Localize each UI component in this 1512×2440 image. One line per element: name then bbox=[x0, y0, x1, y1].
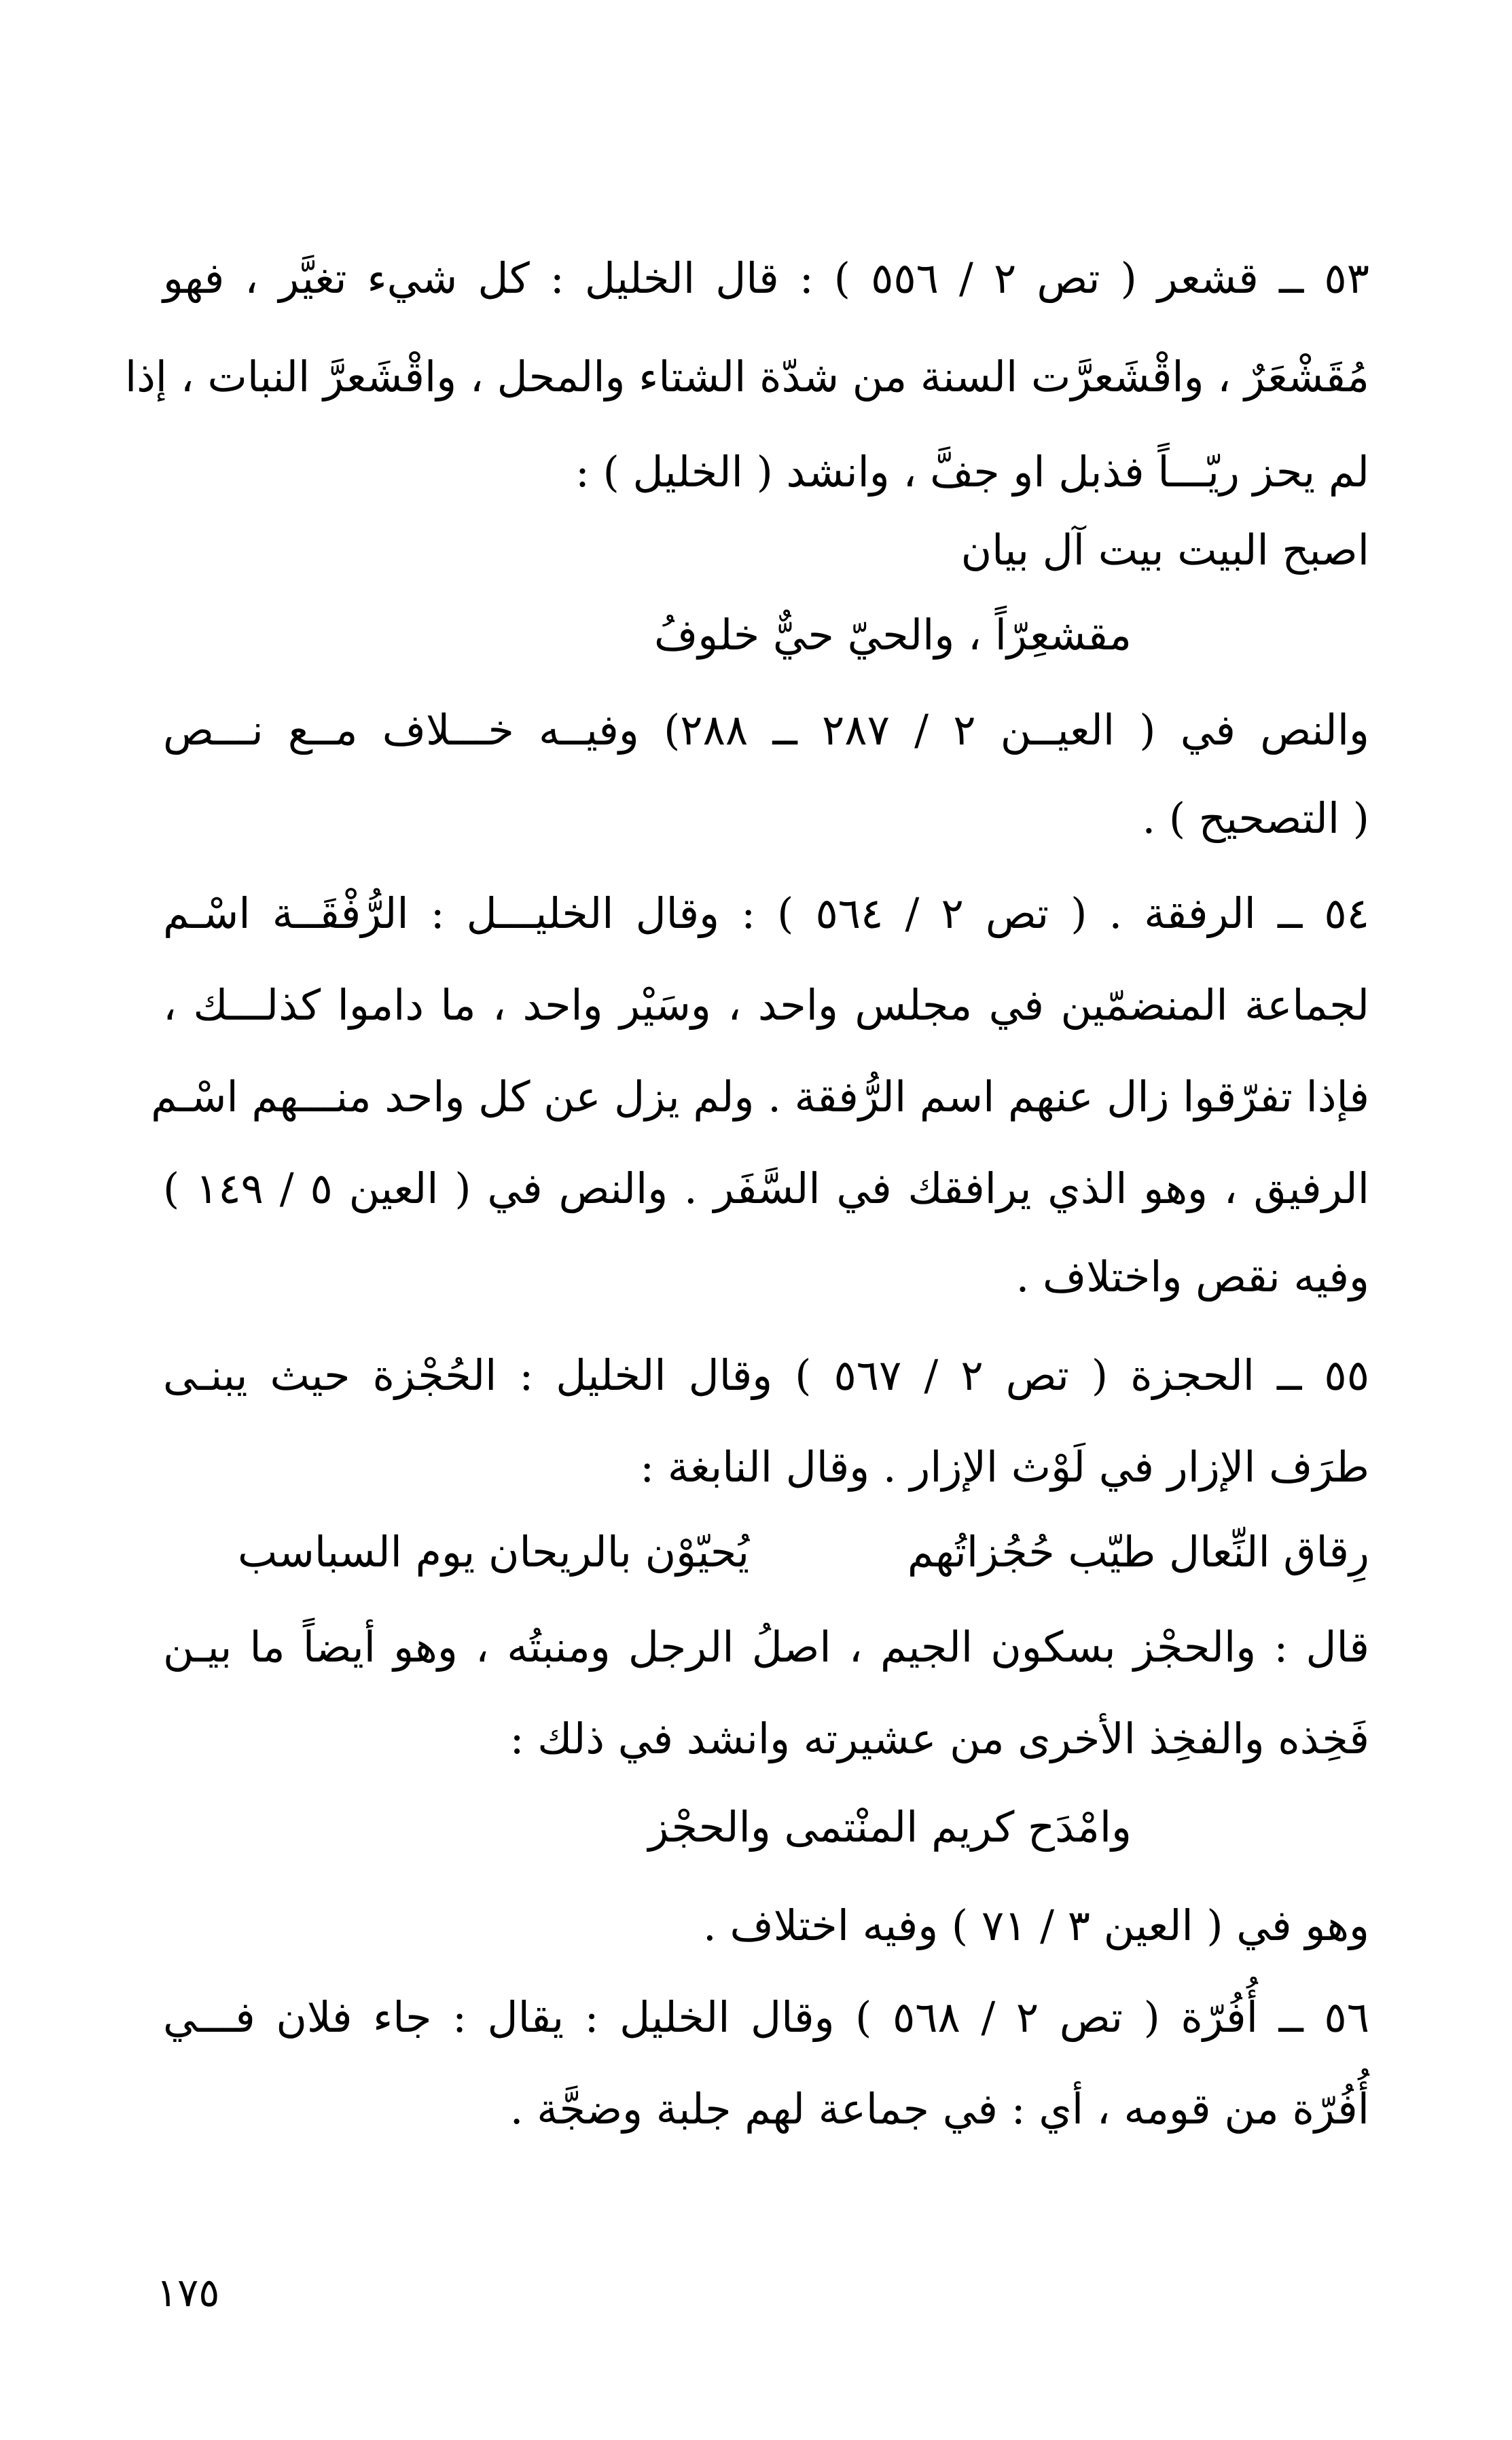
text-line: ( التصحيح ) . bbox=[1142, 793, 1369, 843]
text-line: مُقَشْعَرٌ ، واقْشَعرَّت السنة من شدّة الشتاء والمحل ، واقْشَعرَّ النبات ، إذا bbox=[124, 352, 1369, 401]
text-line: قال : والحجْز بسكون الجيم ، اصلُ الرجل ومنبتُه ، وهو أيضاً ما بيـن bbox=[163, 1622, 1369, 1672]
verse-first-hemistich: رِقاق النِّعال طيّب حُجُزاتُهم bbox=[907, 1527, 1369, 1577]
verse-line: وامْدَح كريم المنْتمى والحجْز bbox=[648, 1802, 1132, 1852]
text-line: وفيه نقص واختلاف . bbox=[1015, 1252, 1369, 1302]
text-line: فإذا تفرّقوا زال عنهم اسم الرُّفقة . ولم يزل عن كل واحد منـــهم اسْـم bbox=[151, 1072, 1369, 1122]
text-line: فَخِذه والفخِذ الأخرى من عشيرته وانشد في ذلك : bbox=[509, 1714, 1369, 1763]
text-line: أُفُرّة من قومه ، أي : في جماعة لهم جلبة وضجَّة . bbox=[509, 2084, 1369, 2134]
text-line: طرَف الإزار في لَوْث الإزار . وقال النابغة : bbox=[640, 1442, 1369, 1492]
text-line: لم يحز ريّـــاً فذبل او جفَّ ، وانشد ( الخليل ) : bbox=[575, 447, 1369, 497]
entry-heading-line: ٥٥ ــ الحجزة ( تص ٢ / ٥٦٧ ) وقال الخليل : الحُجْزة حيث يبنـى bbox=[163, 1350, 1370, 1400]
text-line: وهو في ( العين ٣ / ٧١ ) وفيه اختلاف . bbox=[703, 1901, 1369, 1950]
text-line: الرفيق ، وهو الذي يرافقك في السَّفَر . والنص في ( العين ٥ / ١٤٩ ) bbox=[163, 1164, 1370, 1213]
verse-line: مقشعِرّاً ، والحيّ حيٌّ خلوفُ bbox=[654, 610, 1132, 660]
text-line: والنص في ( العيــن ٢ / ٢٨٧ ــ ٢٨٨) وفيــه خـــلاف مــع نـــص bbox=[163, 705, 1369, 755]
verse-second-hemistich: يُحيّوْن بالريحان يوم السباسب bbox=[238, 1527, 750, 1577]
entry-heading-line: ٥٦ ــ أُفُرّة ( تص ٢ / ٥٦٨ ) وقال الخليل : يقال : جاء فلان فـــي bbox=[163, 1992, 1370, 2042]
page-number: ١٧٥ bbox=[156, 2269, 220, 2316]
verse-line: اصبح البيت بيت آل بيان bbox=[960, 525, 1369, 575]
entry-heading-line: ٥٤ ــ الرفقة . ( تص ٢ / ٥٦٤ ) : وقال الخليـــل : الرُّفْقَــة اسْـم bbox=[163, 889, 1369, 938]
text-line: لجماعة المنضمّين في مجلس واحد ، وسَيْر واحد ، ما داموا كذلـــك ، bbox=[163, 980, 1369, 1030]
text-line: ٥٣ ــ قشعر ( تص ٢ / ٥٥٦ ) : قال الخليل : كل شيء تغيَّر ، فهو bbox=[163, 253, 1369, 303]
